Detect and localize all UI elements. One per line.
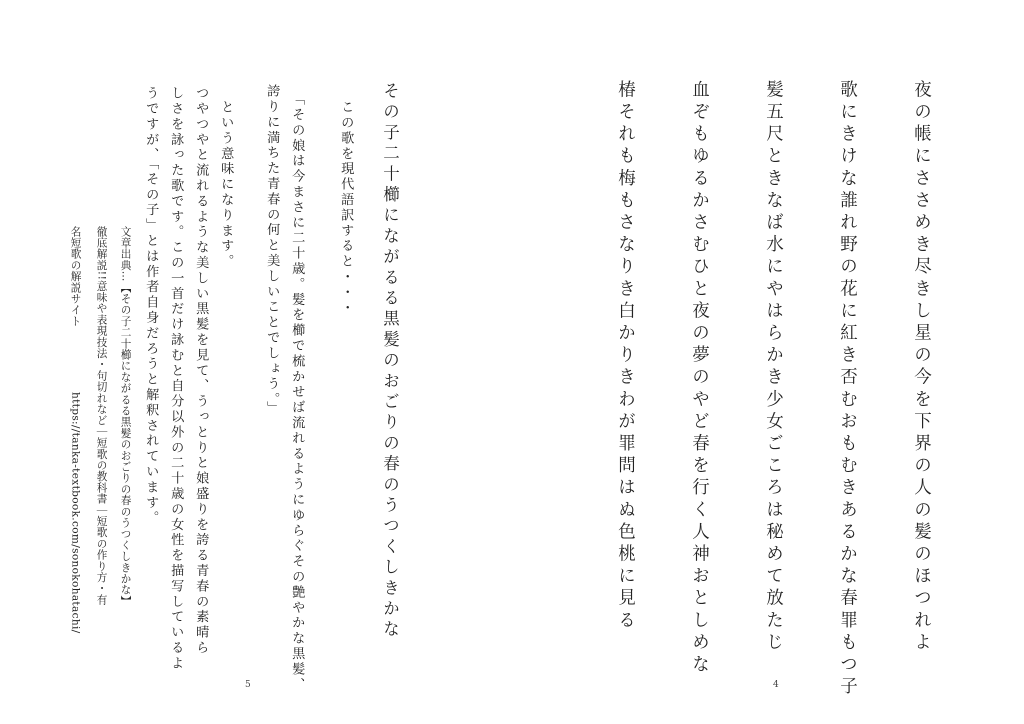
- source-line-3: 名短歌の解説サイト: [69, 226, 82, 327]
- poem-1: 夜の帳にささめき尽きし星の今を下界の人の髪のほつれよ: [911, 80, 932, 655]
- right-page: [512, 0, 1024, 724]
- poem-4: 血ぞもゆるかさむひと夜の夢のやど春を行く人神おとしめな: [689, 80, 710, 677]
- translation-line-2: 誇りに満ちた青春の何と美しいことでしょう。」: [264, 84, 280, 417]
- explanation-line-4: うですが、「その子」とは作者自身だろうと解釈されています。: [143, 86, 159, 526]
- featured-poem: その子二十櫛にながるる黒髪のおごりの春のうつくしきかな: [380, 82, 400, 641]
- page-number-left: 5: [245, 680, 251, 690]
- poem-2: 歌にきけな誰れ野の花に紅き否むおもむきあるかな春罪もつ子: [837, 80, 858, 699]
- source-line-2: 徹底解説!!意味や表現技法・句切れなど｜短歌の教科書｜短歌の作り方・有: [95, 226, 108, 606]
- explanation-line-2: つやつやと流れるような美しい黒髪を見て、うっとりと娘盛りを誇る青春の素晴ら: [193, 86, 209, 656]
- explanation-line-3: しさを詠った歌です。この一首だけ詠むと自分以外の二十歳の女性を描写しているよ: [168, 86, 184, 672]
- page-number-right: 4: [773, 680, 779, 690]
- poem-5: 椿それも梅もさなりき白かりきわが罪問はぬ色桃に見る: [615, 80, 636, 633]
- source-url: https://tanka-textbook.com/sonokohatachi/: [69, 392, 82, 634]
- explanation-line-1: という意味になります。: [218, 100, 234, 270]
- source-line-1: 文章出典…【その子二十櫛にながるる黒髪のおごりの春のうつくしきかな】: [119, 226, 132, 607]
- translation-line-1: 「その娘は今まさに二十歳。髪を櫛で梳かせば流れるようにゆらぐその艶やかな黒髪、: [289, 92, 305, 693]
- translation-intro: この歌を現代語訳すると・・・: [338, 100, 354, 316]
- poem-3: 髪五尺ときなば水にやはらかき少女ごころは秘めて放たじ: [763, 80, 784, 655]
